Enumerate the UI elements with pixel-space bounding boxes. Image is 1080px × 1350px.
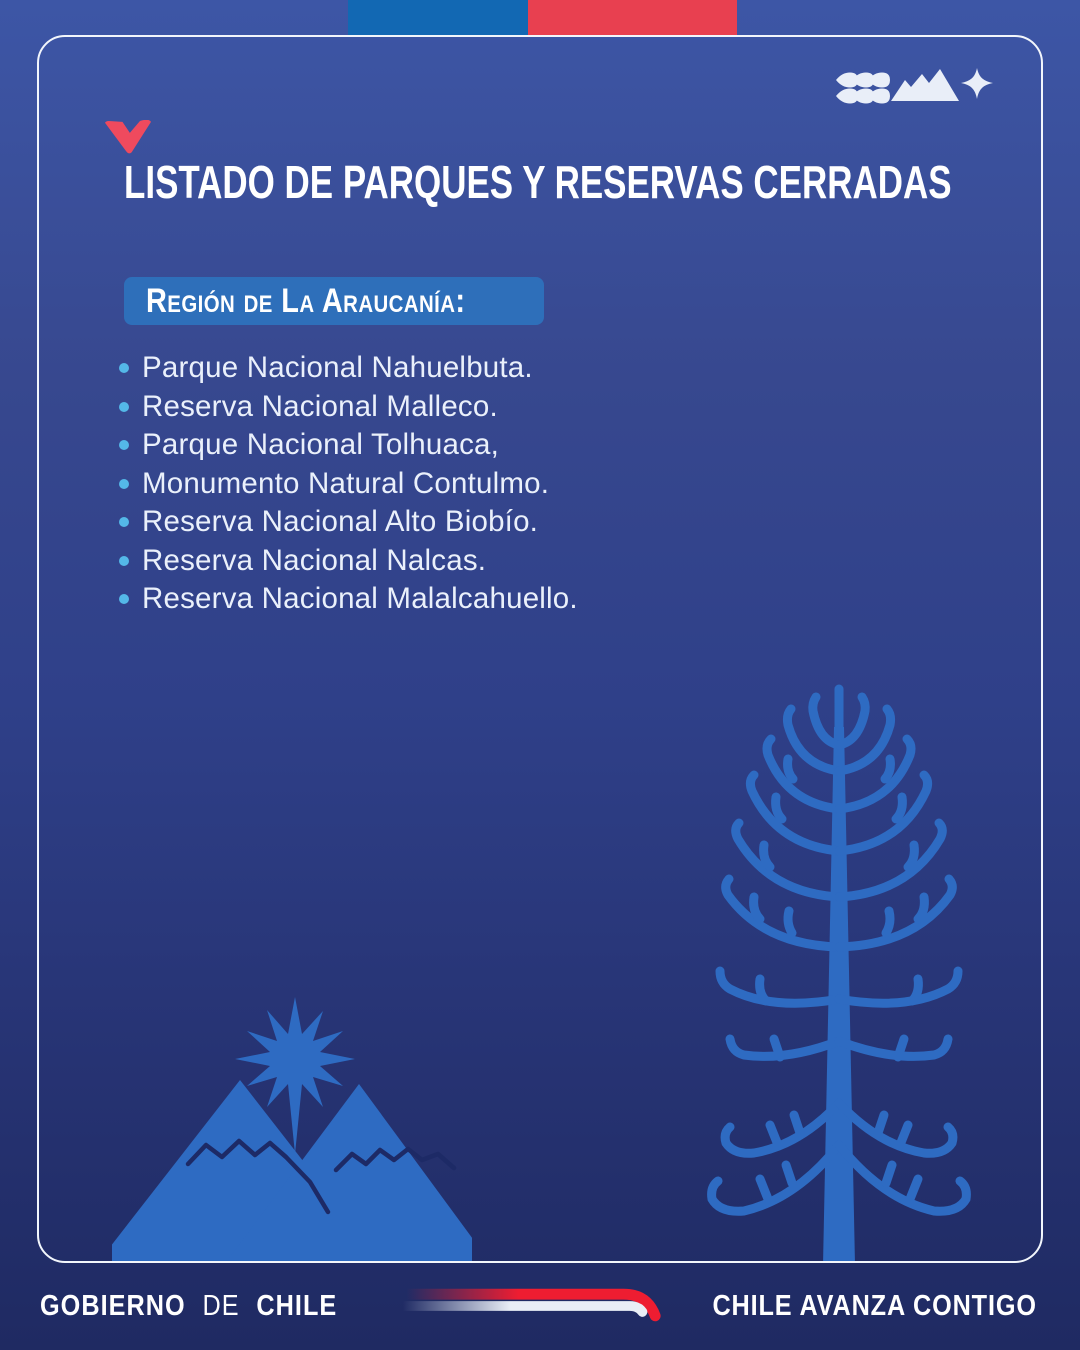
footer-government-brand: [40, 1290, 337, 1323]
bullet-icon: [119, 556, 129, 566]
list-item: Reserva Nacional Malalcahuello.: [119, 580, 578, 619]
brand-dots-mountains-sparkle-icon: [835, 68, 995, 104]
bullet-icon: [119, 479, 129, 489]
list-item: Monumento Natural Contulmo.: [119, 465, 578, 504]
page-title: LISTADO DE PARQUES Y RESERVAS CERRADAS: [124, 156, 952, 208]
flag-stripes-icon: [393, 1284, 669, 1328]
list-item: Reserva Nacional Malleco.: [119, 388, 578, 427]
footer-brand-word: GOBIERNO: [40, 1290, 186, 1322]
top-accent-bar-blue: [348, 0, 528, 35]
bullet-icon: [119, 594, 129, 604]
bullet-icon: [119, 440, 129, 450]
bullet-icon: [119, 363, 129, 373]
list-item: Parque Nacional Tolhuaca,: [119, 426, 578, 465]
araucaria-tree-illustration: [692, 667, 1022, 1263]
footer-brand-word: CHILE: [256, 1290, 338, 1322]
region-badge: [124, 277, 544, 325]
list-item: Reserva Nacional Alto Biobío.: [119, 503, 578, 542]
chevron-down-icon: [105, 120, 151, 155]
region-badge-label: Región de La Araucanía:: [146, 282, 466, 320]
bullet-icon: [119, 517, 129, 527]
bullet-icon: [119, 402, 129, 412]
list-item: Parque Nacional Nahuelbuta.: [119, 349, 578, 388]
mountains-star-illustration: [112, 982, 472, 1263]
top-accent-bar-red: [528, 0, 737, 35]
footer-slogan: CHILE AVANZA CONTIGO: [712, 1290, 1037, 1322]
footer: [0, 1280, 1080, 1336]
list-item: Reserva Nacional Nalcas.: [119, 542, 578, 581]
park-list: [119, 349, 578, 619]
footer-brand-word: DE: [202, 1290, 240, 1322]
content-card: [37, 35, 1043, 1263]
